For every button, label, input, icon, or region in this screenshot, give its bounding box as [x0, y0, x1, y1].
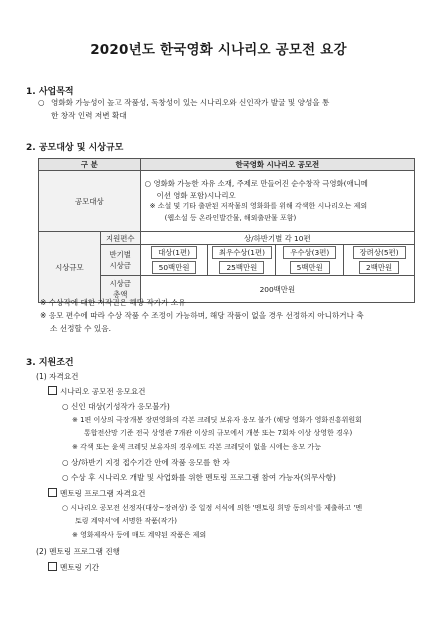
prize-label-line-1: 반기별	[109, 250, 131, 259]
prize-name-3: 우수상(3편)	[283, 246, 336, 259]
count-value: 상/하반기별 각 10편	[140, 232, 414, 245]
prize-label-line-2: 시상금	[109, 261, 131, 270]
note-copyright: ※ 수상작에 대한 저작권은 해당 작가가 소유	[40, 298, 186, 307]
prize-name-2: 최우수상(1편)	[212, 246, 272, 259]
cond-line-5: ○ 상/하반기 지정 접수기간 안에 작품 응모를 한 자	[62, 458, 230, 467]
count-label: 지원편수	[100, 232, 140, 245]
award-table	[38, 158, 415, 303]
page-title: 2020년도 한국영화 시나리오 공모전 요강	[90, 42, 347, 58]
checkbox-icon	[48, 562, 57, 571]
prize-cell-3	[276, 245, 344, 276]
prize-amount-1: 50백만원	[152, 261, 197, 274]
prize-cell-4	[344, 245, 415, 276]
target-line-3: ※ 소설 및 기타 출판된 저작물의 영화화를 위해 각색한 시나리오는 제외	[149, 202, 368, 210]
prize-amount-3: 5백만원	[290, 261, 330, 274]
total-value: 200백만원	[140, 276, 414, 303]
target-description	[140, 171, 414, 232]
target-line-4: (웹소설 등 온라인발간물, 해외출판물 포함)	[164, 213, 297, 222]
mentor-line-3: ※ 영화제작사 등에 매도 계약된 작품은 제외	[72, 531, 207, 539]
box-item-2	[48, 488, 146, 499]
sub-heading-1: (1) 자격요건	[36, 372, 79, 381]
total-label-line-2: 총액	[113, 290, 128, 299]
checkbox-icon	[48, 488, 57, 497]
mentor-line-1: ○ 시나리오 공모전 선정자(대상~장려상) 중 일정 서식에 의한 '멘토링 희망 동의서'를 제출하고 '멘	[62, 504, 363, 512]
cond-line-3: 통합전산망 기준 전국 상영관 7개관 이상의 규모에서 개봉 또는 7회차 이상 상영한 경우)	[84, 429, 353, 437]
box-item-3-label: 멘토링 기간	[60, 563, 100, 572]
table-header-category: 구 분	[39, 159, 141, 171]
award-label: 시상규모	[39, 232, 101, 303]
total-label-line-1: 시상금	[109, 279, 131, 288]
target-line-1: ○ 영화화 가능한 자유 소재, 주제로 만들어진 순수창작 극영화(애니메	[144, 179, 368, 188]
prize-amount-2: 25백만원	[219, 261, 264, 274]
cond-line-2: ※ 1편 이상의 극장개봉 장편영화의 각본 크레딧 보유자 응모 불가 (해당 영화가 영화진흥위원회	[72, 416, 362, 424]
section-3-heading: 3. 지원조건	[26, 358, 74, 368]
prize-amount-4: 2백만원	[359, 261, 399, 274]
target-label: 공모대상	[39, 171, 141, 232]
s1-line-2: 한 창작 인력 저변 확대	[51, 111, 127, 120]
section-2-heading: 2. 공모대상 및 시상규모	[26, 143, 124, 153]
cond-line-1: ○ 신인 대상(기성작가 응모불가)	[62, 402, 170, 411]
prize-cell-1	[140, 245, 208, 276]
box-item-3	[48, 562, 99, 573]
cond-line-6: ○ 수상 후 시나리오 개발 및 사업화를 위한 멘토링 프로그램 참여 가능자(의무사항)	[62, 473, 336, 482]
s1-bullet: ○	[38, 98, 45, 107]
cond-line-4: ※ 각색 또는 윤색 크레딧 보유자의 경우에도 각본 크레딧이 없을 시에는 응모 가능	[72, 443, 321, 451]
box-item-1	[48, 386, 146, 397]
note-adjust-line-2: 소 선정할 수 있음.	[50, 324, 112, 333]
s1-line-1: 영화화 가능성이 높고 작품성, 독창성이 있는 시나리오와 신인작가 발굴 및 양성을 통	[51, 98, 330, 107]
sub-heading-2: (2) 멘토링 프로그램 진행	[36, 547, 121, 556]
prize-cell-2	[208, 245, 276, 276]
prize-name-1: 대상(1편)	[151, 246, 197, 259]
box-item-2-label: 멘토링 프로그램 자격요건	[60, 489, 146, 498]
table-header-contest: 한국영화 시나리오 공모전	[140, 159, 414, 171]
note-adjust-line-1: ※ 응모 편수에 따라 수상 작품 수 조정이 가능하며, 해당 작품이 없을 경우 선정하지 아니하거나 축	[40, 311, 364, 320]
prize-label	[100, 245, 140, 276]
checkbox-icon	[48, 386, 57, 395]
mentor-line-2: 토링 계약서'에 서명한 작품(작가)	[75, 517, 177, 525]
box-item-1-label: 시나리오 공모전 응모요건	[60, 387, 146, 396]
target-line-2: 이션 영화 포함)시나리오	[156, 190, 236, 200]
prize-name-4: 장려상(5편)	[353, 246, 406, 259]
section-1-heading: 1. 사업목적	[26, 87, 74, 97]
